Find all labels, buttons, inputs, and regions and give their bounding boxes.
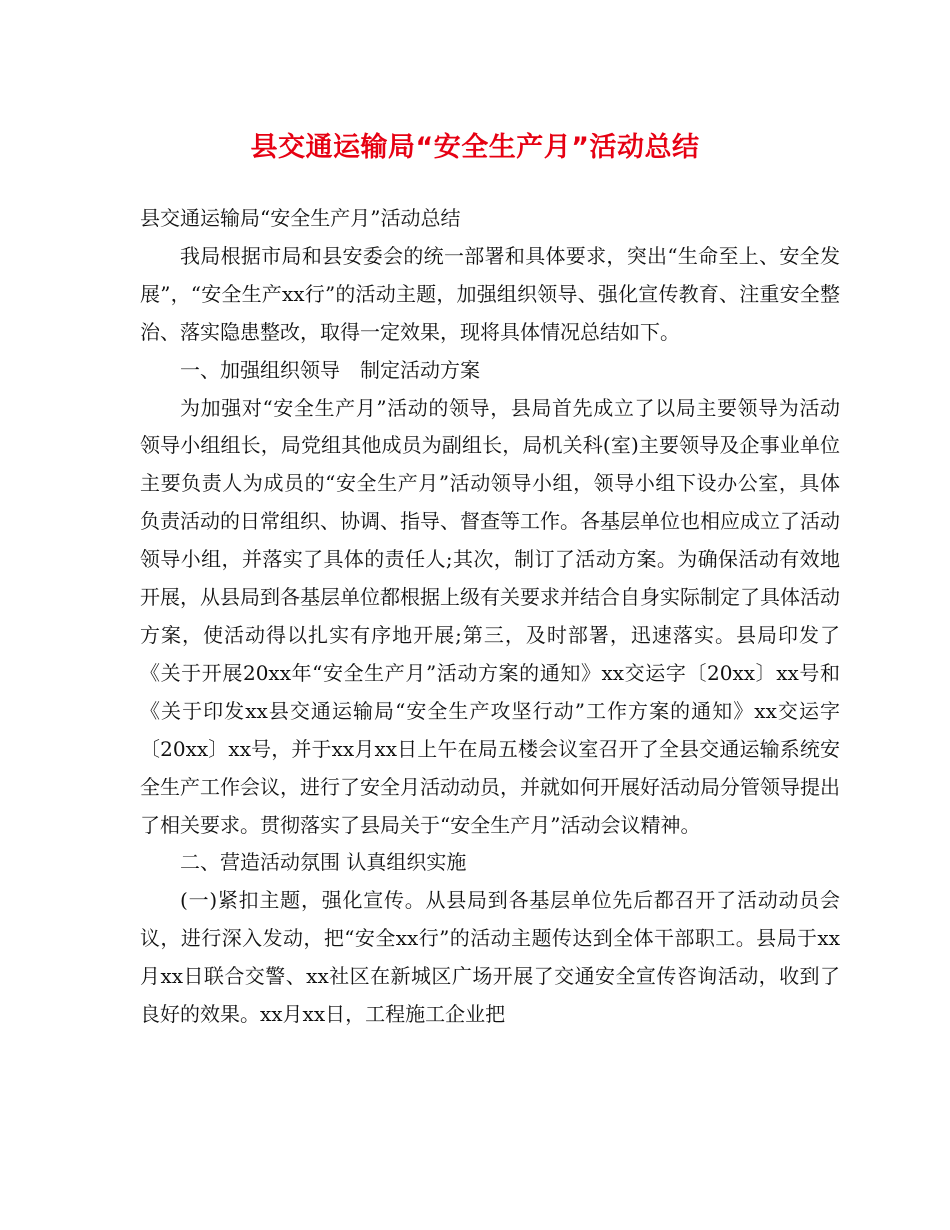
intro-paragraph: 我局根据市局和县安委会的统一部署和具体要求，突出“生命至上、安全发展”，“安全生产xx行”的活动主题，加强组织领导、强化宣传教育、注重安全整治、落实隐患整改，取得一定效果，现将具体情况总结如下。 (140, 243, 840, 344)
section-1-paragraph: 为加强对“安全生产月”活动的领导，县局首先成立了以局主要领导为活动领导小组组长，局党组其他成员为副组长，局机关科(室)主要领导及企事业单位主要负责人为成员的“安全生产月”活动领导小组，领导小组下设办公室，具体负责活动的日常组织、协调、指导、督查等工作。各基层单位也相应成立了活动领导小组，并落实了具体的责任人;其次，制订了活动方案。为确保活动有效地开展，从县局到各基层单位都根据上级有关要求并结合自身实际制定了具体活动方案，使活动得以扎实有序地开展;第三，及时部署，迅速落实。县局印发了《关于开展20xx年“安全生产月”活动方案的通知》xx交运字〔20xx〕xx号和《关于印发xx县交通运输局“安全生产攻坚行动”工作方案的通知》xx交运字〔20xx〕xx号，并于xx月xx日上午在局五楼会议室召开了全县交通运输系统安全生产工作会议，进行了安全月活动动员，并就如何开展好活动局分管领导提出了相关要求。贯彻落实了县局关于“安全生产月”活动会议精神。 (140, 395, 840, 837)
section-heading-1: 一、加强组织领导 制定活动方案 (180, 357, 480, 382)
section-heading-2: 二、营造活动氛围 认真组织实施 (180, 850, 467, 875)
section-2-paragraph: (一)紧扣主题，强化宣传。从县局到各基层单位先后都召开了活动动员会议，进行深入发动，把“安全xx行”的活动主题传达到全体干部职工。县局于xx月xx日联合交警、xx社区在新城区广场开展了交通安全宣传咨询活动，收到了良好的效果。xx月xx日，工程施工企业把 (140, 888, 840, 1027)
subtitle-paragraph: 县交通运输局“安全生产月”活动总结 (140, 206, 461, 230)
document-title: 县交通运输局“安全生产月”活动总结 (250, 132, 700, 163)
document-body (140, 200, 840, 1034)
